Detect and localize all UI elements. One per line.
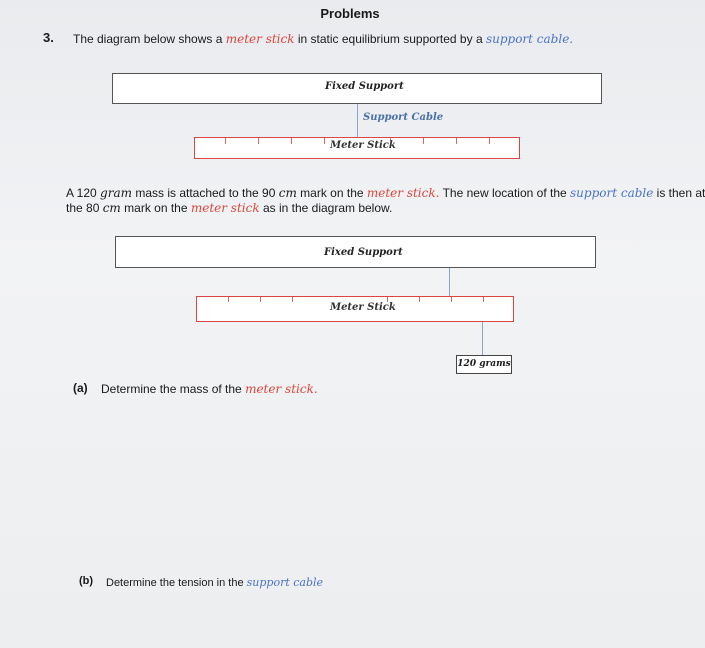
part-b-text: Determine the tension in the	[106, 577, 247, 589]
stick-tick	[291, 138, 292, 144]
para-text: as in the diagram below.	[259, 201, 393, 215]
para-text: The new location of the	[439, 186, 570, 200]
stick-tick	[260, 297, 261, 302]
meter-stick-term: meter stick	[225, 32, 295, 46]
support-cable-term: support cable	[570, 186, 654, 200]
stick-tick	[258, 138, 259, 144]
part-a-text: Determine the mass of the	[101, 382, 246, 396]
para-line-1	[66, 186, 705, 200]
stick-tick	[324, 138, 325, 144]
stick-tick	[489, 138, 490, 144]
para-text: mass is attached to the 90	[131, 186, 279, 200]
mass-string	[482, 322, 483, 355]
question-number: 3.	[43, 30, 54, 45]
para-text: mark on the	[120, 201, 191, 215]
stick-tick	[483, 297, 484, 302]
meter-stick-term: meter stick.	[366, 186, 440, 200]
intro-text-2: in static equilibrium supported by a	[294, 32, 486, 46]
stick-tick	[451, 297, 452, 302]
unit-cm: cm	[278, 186, 297, 200]
meter-stick-label-2: Meter Stick	[330, 302, 396, 313]
meter-stick-label-1: Meter Stick	[330, 140, 396, 151]
stick-tick	[456, 138, 457, 144]
stick-tick	[228, 297, 229, 302]
unit-gram: gram	[100, 186, 132, 200]
para-text: the 80	[66, 201, 103, 215]
question-intro	[73, 32, 573, 46]
meter-stick-term: meter stick.	[245, 382, 318, 396]
support-cable-term: support cable.	[485, 32, 574, 46]
stick-tick	[225, 138, 226, 144]
para-text: is then at	[653, 186, 705, 200]
support-cable-line-2	[449, 268, 450, 296]
stick-tick	[423, 138, 424, 144]
support-cable-line-1	[357, 104, 358, 137]
meter-stick-term: meter stick	[190, 201, 260, 215]
part-a-label: (a)	[73, 381, 88, 395]
page-title: Problems	[320, 6, 380, 21]
intro-text: The diagram below shows a	[73, 32, 226, 46]
support-cable-term: support cable	[246, 576, 324, 589]
part-b-question	[106, 576, 323, 589]
part-b-label: (b)	[79, 575, 94, 587]
stick-tick	[419, 297, 420, 302]
fixed-support-label-1: Fixed Support	[325, 81, 404, 92]
fixed-support-label-2: Fixed Support	[324, 247, 403, 258]
stick-tick	[292, 297, 293, 302]
support-cable-label: Support Cable	[363, 112, 444, 123]
para-line-2	[66, 201, 392, 215]
unit-cm: cm	[102, 201, 121, 215]
para-text: mark on the	[296, 186, 367, 200]
para-text: A 120	[66, 186, 101, 200]
mass-box: 120 grams	[456, 355, 512, 374]
part-a-question	[101, 382, 318, 396]
